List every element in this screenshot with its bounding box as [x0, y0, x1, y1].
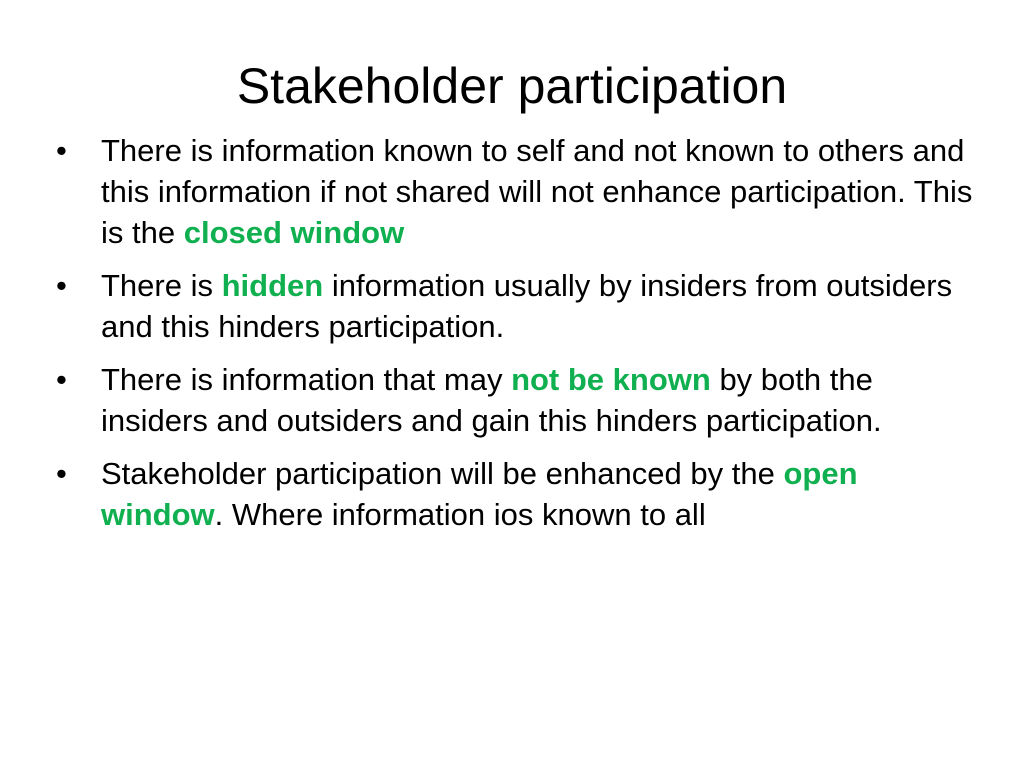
- bullet-marker: •: [56, 133, 67, 168]
- bullet-text-segment: There is: [101, 268, 222, 303]
- bullet-item: [52, 453, 982, 535]
- bullet-text-segment: There is information known to self and not known to others and this information if not shared will not enhance participation. This is the: [101, 133, 973, 250]
- bullet-item: [52, 265, 982, 347]
- bullet-marker: •: [56, 268, 67, 303]
- highlighted-text-closed-window: closed window: [183, 215, 405, 250]
- bullet-item: [52, 130, 982, 253]
- bullet-text-segment: There is information that may: [101, 362, 512, 397]
- highlighted-text-open-window: open window: [101, 456, 858, 532]
- highlighted-text-not-be-known: not be known: [511, 362, 711, 397]
- bullet-marker: •: [56, 362, 67, 397]
- bullet-text-segment: information usually by insiders from outsiders and this hinders participation.: [101, 268, 953, 344]
- bullet-text-segment: . Where information ios known to all: [214, 497, 706, 532]
- bullet-item: [52, 359, 982, 441]
- highlighted-text-hidden: hidden: [221, 268, 324, 303]
- bullet-list: [52, 130, 982, 547]
- bullet-text-segment: by both the insiders and outsiders and gain this hinders participation.: [101, 362, 882, 438]
- slide-title: Stakeholder participation: [236, 58, 788, 114]
- bullet-text-segment: Stakeholder participation will be enhanced by the: [101, 456, 784, 491]
- bullet-marker: •: [56, 456, 67, 491]
